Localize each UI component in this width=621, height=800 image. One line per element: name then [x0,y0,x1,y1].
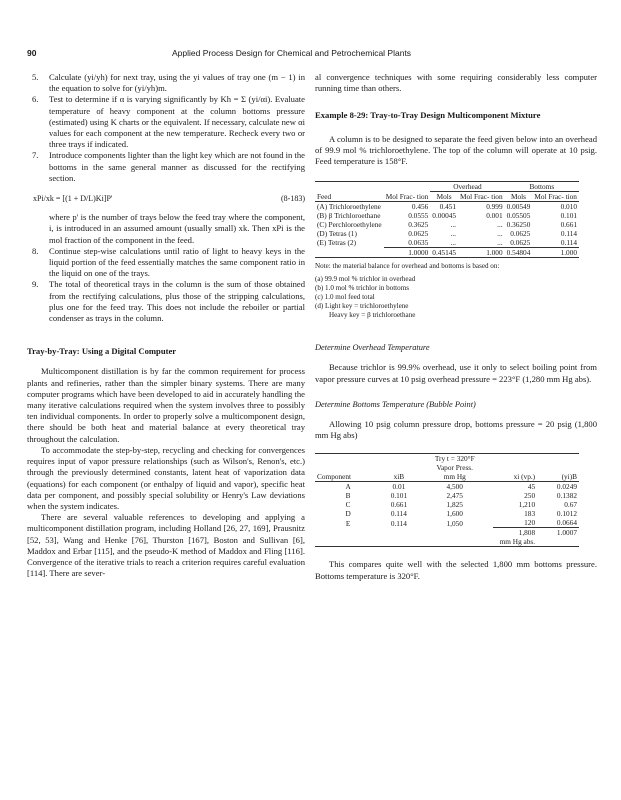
table-cell: D [345,509,351,519]
column-header: xiB [393,472,405,482]
column-header: Mols [510,192,526,202]
column-header: mm Hg [443,472,466,482]
table-cell: 0.456 [411,202,429,212]
table-cell: A [345,482,351,492]
table-cell: 0.0249 [556,482,577,492]
table-cell: 1,210 [518,500,536,510]
table-cell: 45 [527,482,536,492]
table-cell: ... [430,238,458,248]
list-item: 7. Introduce components lighter than the light key which are not found in the bottoms in the same general manner as discussed for the rectifying section. [32,150,305,183]
feed-composition-table [315,181,579,258]
table-cell: B [345,491,351,501]
column-header: Mol Frac- tion [385,192,429,202]
table-cell: 0.0555 [408,211,429,221]
list-item: 9. The total of theoretical trays in the column is the sum of those obtained from the rectifying calculations, plus those of the stripping calculations, plus one for the feed tray. This does not include the reboiler or partial condenser as trays in the column. [32,279,305,324]
column-header: Mol Frac- tion [460,192,503,202]
table-cell: 0.1382 [556,491,577,501]
sum-value: 1,808 [518,528,536,538]
equation-number: (8-183) [281,194,305,204]
total-cell: 0.45145 [432,248,457,258]
total-cell: 1.000 [560,248,577,258]
column-header: xi (vp.) [513,472,536,482]
total-cell: 0.54804 [506,248,531,258]
page-number: 90 [27,48,37,58]
table-cell: 0.114 [390,509,407,519]
notes-title: Note: the material balance for overhead and bottoms is based on: [315,262,500,271]
table-cell: C [345,500,351,510]
where-clause: where p' is the number of trays below the feed tray where the component, i, is introduced in an assumed amount (usually small) xk. Then xPi is the mol fraction of the component in the feed. [49,212,305,245]
table-cell: 0.451 [439,202,457,212]
sum-unit: mm Hg abs. [499,537,536,547]
table-cell: 0.00045 [432,211,457,221]
table-cell: 0.101 [560,211,577,221]
paragraph: This compares quite well with the selected 1,800 mm bottoms pressure. Bottoms temperature is 320°F. [315,559,597,581]
note-item: (c) 1.0 mol feed total [315,293,375,302]
vapor-pressure-label: Vapor Press. [436,463,473,473]
table-cell: 0.010 [560,202,577,212]
table-cell: ... [497,229,503,239]
table-cell: 1,825 [446,500,463,510]
paragraph: Because trichlor is 99.9% overhead, use it only to select boiling point from vapor pressure curves at 10 psig overhead pressure = 223°F (1,280 mm Hg abs). [315,362,597,384]
table-notes [315,262,597,320]
table-cell: (C) Perchloroethylene [317,220,382,230]
total-cell: 1.0000 [408,248,429,258]
table-cell: 0.36250 [506,220,531,230]
list-item: 8. Continue step-wise calculations until ratio of light to heavy keys in the liquid portion of the feed essentially matches the same component ratio in the liquid on one of the trays. [32,245,305,279]
table-cell: 0.0625 [510,229,531,239]
table-cell: ... [458,238,505,248]
table-cell: E [345,518,351,528]
table-cell: 0.1012 [556,509,577,519]
column-header: Feed [317,192,332,202]
table-cell: ... [450,229,457,239]
table-cell: 0.001 [486,211,503,221]
table-cell: 1,050 [446,518,463,528]
trial-temperature-label: Try t = 320°F [434,454,475,464]
left-column [27,72,305,579]
column-header: (yi)B [561,472,577,482]
table-cell: 0.67 [564,500,577,510]
table-cell: 0.114 [390,518,407,528]
table-cell: 0.0625 [408,229,429,239]
paragraph-continuation: al convergence techniques with some requiring considerably less computer running time than others. [315,72,597,94]
column-header: Mols [436,192,452,202]
right-column [315,72,597,582]
list-item: 6. Test to determine if α is varying significantly by Kh = Σ (yi/αi). Evaluate temperature of heavy component at the column bottoms pressure (estimated) using K charts or the equivalent. If necessary, calculate new αi values for each component at the new temperature. Recheck every two or three trays if indicated. [32,94,305,150]
bubble-point-table [315,453,579,547]
table-cell: 2,475 [446,491,463,501]
table-cell: 0.01 [392,482,406,492]
table-cell: 0.661 [390,500,408,510]
table-cell: ... [450,220,457,230]
table-cell: (B) β Trichloroethane [317,211,381,221]
table-cell: 0.661 [560,220,577,230]
subsection-heading: Determine Overhead Temperature [315,343,430,353]
list-item: 5. Calculate (yi/yh) for next tray, using the yi values of tray one (m − 1) in the equation to solve for (yi/yh)m. [32,72,305,94]
equation-8-183 [33,193,305,204]
bottoms-header: Bottoms [505,182,579,192]
column-header: Mol Frac- tion [534,192,577,202]
note-item: Heavy key = β trichloroethane [329,311,416,320]
running-header-title: Applied Process Design for Chemical and Petrochemical Plants [172,48,412,58]
table-cell: 4,500 [446,482,463,492]
paragraph: To accommodate the step-by-step, recycling and checking for convergences requires input of vapor pressure relationships (such as Wilson's, Renon's, etc.) through the previously determined constants, latent heat of vaporization data (equations) for each component (or enthalpy of liquid and vapor), specific heat data per component, and possibly special solubility or Henry's Law deviations when the system indicates. [27,444,305,511]
total-cell: 1.000 [486,248,503,258]
table-cell: 0.3625 [408,220,429,230]
sum-y: 1.0007 [556,528,577,538]
table-cell: 0.0635 [384,238,431,248]
overhead-header: Overhead [430,182,504,192]
table-cell: 1,600 [446,509,463,519]
table-cell: 0.101 [390,491,408,501]
table-cell: (E) Tetras (2) [317,238,357,248]
note-item: (d) Light key = trichloroethylene [315,302,409,311]
example-heading: Example 8-29: Tray-to-Tray Design Multicomponent Mixture [315,110,541,121]
table-cell: 250 [524,491,536,501]
table-cell: 0.999 [486,202,503,212]
table-cell: 183 [524,509,536,519]
table-cell: 0.00549 [506,202,531,212]
subsection-heading: Determine Bottoms Temperature (Bubble Point) [315,399,476,409]
equation-text: xPi/xk = [(1 + D/L)Ki]P' [33,194,113,204]
table-cell: 0.05505 [506,211,531,221]
table-cell: 0.0664 [537,518,579,528]
paragraph: Allowing 10 psig column pressure drop, bottoms pressure = 20 psig (1,800 mm Hg abs) [315,419,597,441]
table-cell: ... [497,220,503,230]
table-cell [315,248,384,258]
note-item: (b) 1.0 mol % trichlor in bottoms [315,284,409,293]
section-heading: Tray-by-Tray: Using a Digital Computer [27,346,177,357]
table-cell: 0.114 [560,229,577,239]
column-header: Component [317,472,352,482]
paragraph: Multicomponent distillation is by far the common requirement for process plants and refineries, rather than the simpler binary systems. There are many computer programs which have been developed to aid in accurately handling the many iterative calculations required when the system involves three to possibly ten individual components. In order to properly solve a multicomponent design, there should be both heat and material balance at every theoretical tray throughout the calculation. [27,366,305,444]
table-cell: 0.114 [532,238,579,248]
example-paragraph: A column is to be designed to separate the feed given below into an overhead of 99.9 mol % trichloroethylene. The top of the column will operate at 10 psig. Feed temperature is 158°F. [315,133,597,167]
table-cell: 120 [493,518,537,528]
table-cell: (D) Tetras (1) [317,229,357,239]
table-cell: (A) Trichloroethylene [317,202,381,212]
table-cell: 0.0625 [505,238,533,248]
note-item: (a) 99.9 mol % trichlor in overhead [315,275,416,284]
paragraph: There are several valuable references to developing and applying a multicomponent distillation program, including Holland [26, 27, 169], Prausnitz [52, 53], Wang and Henke [76], Thurston [167], Boston and Sullivan [6], Maddox and Erbar [115], and the pseudo-K method of Maddox and Fling [116]. Convergence of the iterative trials to reach a criterion requires careful evaluation [114]. There are sever- [27,512,305,579]
